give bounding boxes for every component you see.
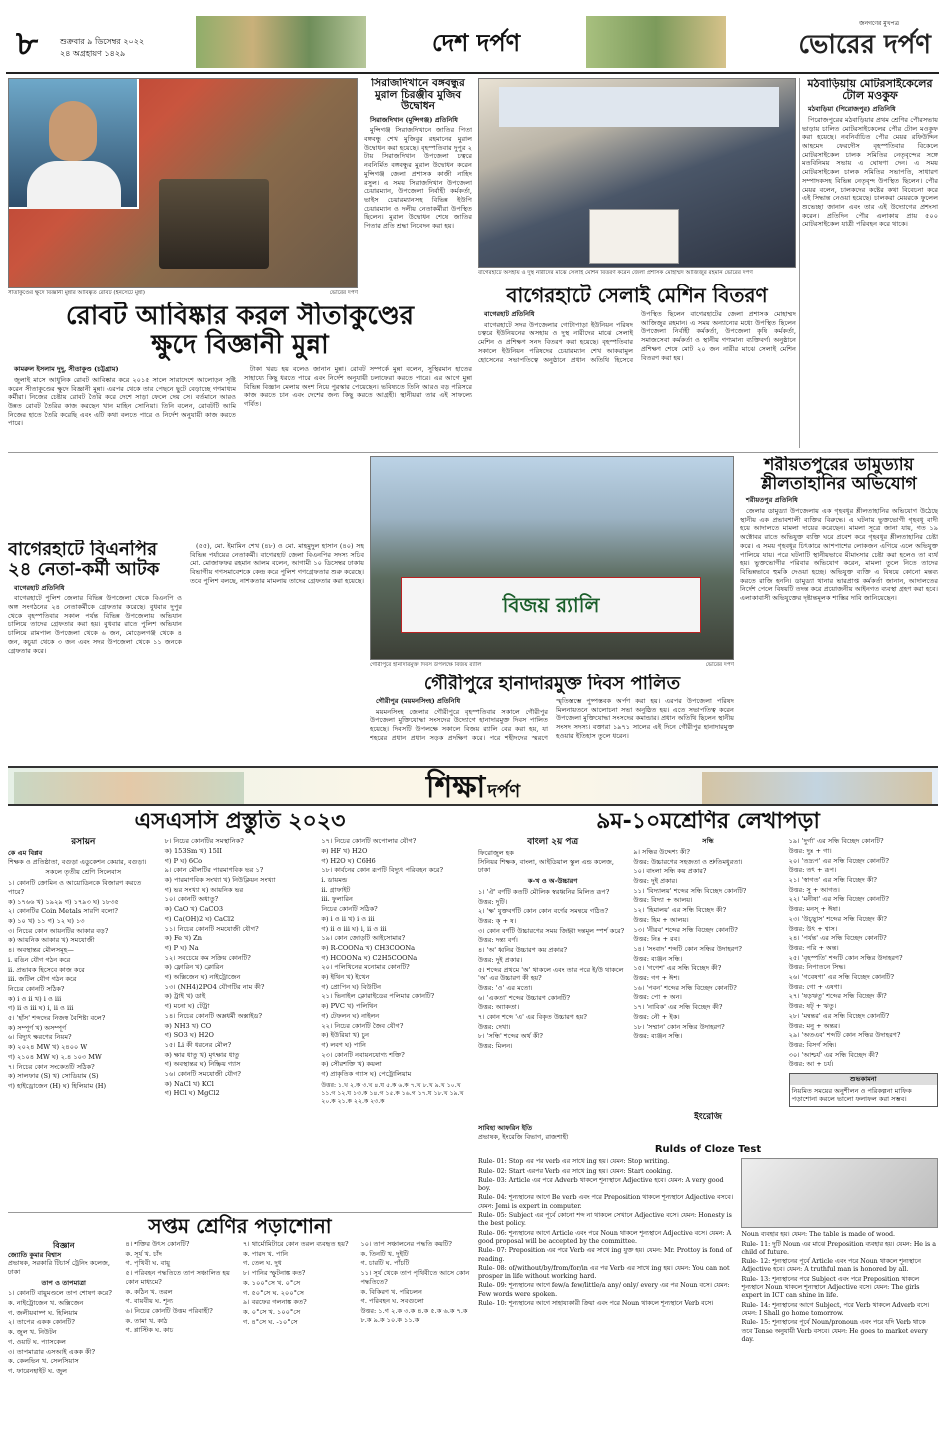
english-heading: ইংরেজি	[694, 1112, 722, 1122]
list-item: ৮। পানির স্ফুটনাঙ্ক কত?	[243, 1269, 306, 1278]
list-item: ক) ইউরিয়া খ) চুন	[321, 1031, 370, 1040]
list-item: ৯। বরফের গলনাঙ্ক কত?	[243, 1298, 307, 1307]
gouripur-byline: গৌরীপুর (ময়মনসিংহ) প্রতিনিধি	[376, 696, 461, 705]
list-item: উত্তর: বিদ্যা + আলয়।	[633, 896, 693, 905]
list-item: উত্তর: 'ও' এর মতো।	[478, 983, 533, 992]
list-item: ২। 'ক্ষ' যুক্তবর্ণটি কোন কোন বর্ণের সমন্বয়ে গঠিত?	[478, 907, 609, 916]
list-item: উত্তর: ষট্‌ + ঋতু।	[788, 1002, 837, 1011]
list-item: ৭। কোন শব্দে 'এ' এর বিকৃত উচ্চারণ হয়?	[478, 1013, 587, 1022]
english-author-title: প্রভাষক, ইংরেজি বিভাগ, রাজশাহী	[478, 1132, 569, 1141]
robot-caption-text: সীতাকুণ্ডের ক্ষুদে বিজ্ঞানী মুন্নার আবিষ্কৃত রোবট (ইনসেটে মুন্না)	[8, 290, 145, 296]
list-item: ৬। বিদ্যুৎ ক্ষরণের নিয়ম?	[8, 1033, 72, 1042]
sewing-byline: বাগেরহাট প্রতিনিধি	[484, 310, 535, 318]
sirajdikhan-headline: সিরাজদিখানে বঙ্গবন্ধুর মুরাল চিরঞ্জীব মুজিব উদ্বোধন	[371, 78, 465, 113]
list-item: গ) H2O ঘ) C6H6	[321, 856, 376, 865]
sandhi-question-list	[633, 848, 782, 1041]
list-item: Rule- 12: শূন্যস্থানের পূর্বে Article এবং পরে Noun থাকলে শূন্যস্থানে Adjective হবে। যেমন: A truthful man is honored by all.	[741, 1258, 921, 1274]
list-item: গ) অক্সিজেন ঘ) নাইট্রোজেন	[164, 973, 241, 982]
list-item: ক. বিকিরণ খ. পরিচলন	[360, 1287, 422, 1296]
list-item: ২০। 'তদ্রূপ' এর সন্ধি বিচ্ছেদ কোনটি?	[788, 856, 889, 865]
list-item: ২২। 'মনীষা' এর সন্ধি বিচ্ছেদ কোনটি?	[788, 895, 889, 904]
list-item: গ. প্লাস্টিক ঘ. কাচ	[125, 1326, 174, 1335]
robot-caption-credit: ভোরের দর্পণ	[329, 290, 358, 296]
class7-section	[8, 1212, 472, 1446]
list-item: গ) টেফলন ঘ) নাইলন	[321, 1011, 380, 1020]
list-item: নিচের কোনটি সঠিক?	[321, 905, 378, 914]
rally-caption-credit: ভোরের দর্পণ	[705, 662, 734, 668]
list-item: ক. সূর্য খ. চাঁদ	[125, 1249, 163, 1258]
story-sewing	[478, 284, 796, 448]
list-item: গ) ভর সংখ্যা ঘ) আয়নিক ভর	[164, 885, 244, 894]
english-section	[478, 1112, 938, 1446]
masthead	[6, 14, 939, 74]
list-item: উত্তর: মিলন।	[478, 1042, 513, 1051]
list-item: ১৮। 'সম্মান' কোন সন্ধির উদাহরণ?	[633, 1022, 725, 1031]
ssc-question-list-3	[321, 837, 472, 1079]
story-mathbaria	[802, 78, 938, 450]
list-item: ২৫। 'বৃহস্পতি' শব্দটি কোন সন্ধির উদাহরণ?	[788, 953, 903, 962]
list-item: ক) আয়নিক আকার খ) সমযোজী	[8, 936, 95, 945]
sewing-headline: বাগেরহাটে সেলাই মেশিন বিতরণ	[506, 284, 768, 307]
list-item: ৪। শক্তির উৎস কোনটি?	[125, 1240, 190, 1248]
list-item: ক) সম্পূর্ণ খ) অসম্পূর্ণ	[8, 1023, 67, 1032]
list-item: ক) পারমাণবিক সংখ্যা খ) নিউক্লিয়ন সংখ্যা	[164, 876, 276, 884]
list-item: ক) HF খ) H2O	[321, 846, 368, 855]
list-item: ক) PVC খ) পলিথিন	[321, 1002, 378, 1011]
list-item: গ. জলীয়বাষ্প ঘ. হিলিয়াম	[8, 1308, 78, 1317]
list-item: ক. ০°সে খ. ১০০°সে	[243, 1307, 301, 1316]
list-item: গ) P ঘ) Na	[164, 943, 199, 952]
header-photo-strip	[196, 16, 366, 68]
list-item: ১৬। কোনটি সমযোজী যৌগ?	[164, 1070, 241, 1079]
sewing-caption-text: বাগেরহাটে অসহায় ও দুস্থ নারীদের মাঝে সেলাই মেশিন বিতরণ করেন জেলা প্রশাসক মোহাম্মদ আজিজুর রহমান	[478, 270, 723, 276]
list-item: গ) লবণ ঘ) পানি	[321, 1040, 366, 1049]
list-item: গ. পরিবহন ঘ. সবগুলো	[360, 1297, 424, 1306]
list-item: ২৩। 'উচ্ছ্বাস' শব্দের সন্ধি বিচ্ছেদ কী?	[788, 914, 887, 923]
story-bnp	[8, 540, 364, 730]
list-item: উত্তর: হিম + আলয়।	[633, 915, 689, 924]
list-item: ক) Fe খ) Zn	[164, 934, 202, 943]
list-item: গ) ii ও iii ঘ) i, ii ও iii	[8, 1004, 74, 1013]
list-item: গ) ii ও iii ঘ) i, ii ও iii	[321, 924, 387, 933]
list-item: উত্তর: দুই প্রকার।	[633, 877, 678, 885]
gouripur-headline: গৌরীপুরে হানাদারমুক্ত দিবস পালিত	[423, 674, 681, 694]
bnp-headline-line1: বাগেরহাটে বিএনপির	[8, 540, 158, 560]
list-item: Rule- 01: Stop এর পর verb এর সাথে ing হয়। যেমন: Stop writing.	[478, 1158, 670, 1166]
list-item: গ) প্রোপিন ঘ) বিউটিন	[321, 982, 382, 991]
list-item: ৭। থার্মোমিটারে কোন তরল ব্যবহৃত হয়?	[243, 1240, 349, 1248]
portrait-face	[49, 101, 97, 161]
portrait-shirt	[27, 161, 121, 209]
list-item: গ. ৫০°সে ঘ. ২০০°সে	[243, 1288, 304, 1297]
cloze-rules-left	[478, 1158, 733, 1345]
list-item: ২৩। কোনটি নবায়নযোগ্য শক্তি?	[321, 1050, 405, 1059]
inset-portrait	[9, 79, 139, 209]
list-item: ২৬। 'গবেষণা' এর সন্ধি বিচ্ছেদ কোনটি?	[788, 973, 895, 982]
mathbaria-body: পিরোজপুরের মঠবাড়িয়ার প্রথম শ্রেণির পৌরসভায় ভাড়ায় চালিত মোটরসাইকেলের পৌর টোল মওকুফ করা হয়েছে। নবনির্বাচিত পৌর মেয়র রফিউদ্দিন আহমেদ ফেরদৌস বৃহস্পতিবার বিকেলে মোটরসাইকেল চালক সমিতির নেতৃবৃন্দের সঙ্গে মতবিনিময় সভায় এ ঘোষণা দেন। এ সময় মোটরসাইকেল চালক সমিতির সভাপতি, সাধারণ সম্পাদকসহ বিভিন্ন নেতৃবৃন্দ উপস্থিত ছিলেন। পৌর মেয়র বলেন, চালকদের কষ্টের কথা বিবেচনা করে এই সিদ্ধান্ত নেওয়া হয়েছে। চালকরা মেয়রকে ফুলেল শুভেচ্ছা জানান এবং তার এই উদ্যোগের প্রশংসা করেন। প্রতিদিন পৌর এলাকায় প্রায় ৫০০ মোটরসাইকেল যাত্রী পরিবহন করে থাকে।	[802, 115, 938, 229]
section-rule	[8, 452, 938, 453]
list-item: উত্তর: নিপাতনে সিদ্ধ।	[788, 963, 846, 972]
list-item: ১০। বাংলা সন্ধি কয় প্রকার?	[633, 867, 707, 876]
list-item: ১২। 'হিমালয়' এর সন্ধি বিচ্ছেদ কী?	[633, 906, 727, 915]
date-line-1: শুক্রবার ৯ ডিসেম্বর ২০২২	[60, 37, 145, 46]
list-item: ৩। তাপমাত্রার এসআই একক কী?	[8, 1347, 96, 1356]
class7-list-4	[361, 1240, 473, 1324]
list-item: গ. পৃথিবী ঘ. বায়ু	[125, 1259, 171, 1268]
bangla-heading: বাংলা ২য় পত্র	[527, 837, 579, 848]
list-item: ১৫। 'গণেশ' এর সন্ধি বিচ্ছেদ কী?	[633, 964, 722, 973]
list-item: ক) ইথিন খ) ইথেন	[321, 973, 370, 982]
bangla-author-title: সিনিয়র শিক্ষক, বাংলা, আইডিয়াল স্কুল এন্ড কলেজ, ঢাকা	[478, 857, 615, 875]
list-item: উত্তর: পরি + অন্ত।	[788, 943, 839, 952]
robot-photo-caption	[8, 290, 358, 300]
wish-box-title: শুভকামনা	[790, 1074, 937, 1085]
list-item: ৩০। 'আশ্চর্য' এর সন্ধি বিচ্ছেদ কী?	[788, 1050, 879, 1059]
list-item: ১২। সবচেয়ে কম সক্রিয় কোনটি?	[164, 953, 251, 962]
list-item: ক) NaCl খ) KCl	[164, 1079, 214, 1088]
robot-body-col2: টাকা খরচ হয় বলেও জানান মুন্না। রোবট সম্পর্কে মুন্না বলেন, সুস্থিরমান হাতের সাহায্যে কিছু ধরতে পারে এবং নির্দেশ অনুযায়ী চলাফেরা করতে পারে। এর আগে মুন্না বিভিন্ন বিজ্ঞান মেলায় অংশ নিয়ে পুরস্কার পেয়েছেন। ভবিষ্যতে তিনি আরও বড় পরিসরে কাজ করতে চান এবং দেশের জন্য কিছু করতে আগ্রহী। স্থানীয়রা তার এই সাফল্যে গর্বিত।	[244, 365, 472, 408]
list-item: i. রঙিন যৌগ গঠন করে	[8, 955, 71, 964]
list-item: ক) সৌরশক্তি খ) কয়লা	[321, 1060, 382, 1069]
list-item: ১৭। 'নাবিক' এর সন্ধি বিচ্ছেদ কী?	[633, 1003, 723, 1012]
rally-photo	[370, 456, 734, 660]
list-item: ii. প্রভাবক হিসেবে কাজ করে	[8, 965, 85, 974]
ssc-question-list-1	[8, 879, 159, 1090]
list-item: গ. ৪°সে ঘ. -১০°সে	[243, 1317, 298, 1326]
list-item: গ) HCOONa ঘ) C2H5COONa	[321, 953, 418, 962]
banner-students-right	[702, 772, 932, 804]
list-item: ৬। 'একতা' শব্দের উচ্চারণ কোনটি?	[478, 993, 571, 1002]
list-item: গ) অবস্থান্তর ঘ) নিষ্ক্রিয় গ্যাস	[164, 1060, 241, 1069]
list-item: ৯। কোন মৌলটির পারমাণবিক ভর ১?	[164, 866, 264, 875]
brand-tagline: জনগণের মুখপত্র	[859, 20, 899, 27]
list-item: ক) i ও ii খ) i ও iii	[8, 994, 62, 1003]
list-item: ক. কঠিন খ. তরল	[125, 1287, 173, 1296]
list-item: উত্তর: পো + অন।	[633, 993, 682, 1002]
list-item: উত্তর: নৌ + ইক।	[633, 1012, 680, 1021]
list-item: ২০। পলিথিনের মনোমার কোনটি?	[321, 963, 410, 972]
list-item: Rule- 04: শূন্যস্থানের আগে Be verb এবং পরে Preposition থাকলে শূন্যস্থানে Adjective বসবে। যেমন: Jemi is expert in computer.	[478, 1194, 733, 1210]
class7-author-title: প্রভাষক, সরকারি টিচার্স ট্রেনিং কলেজ, ঢাকা	[8, 1259, 110, 1276]
rally-banner-text: বিজয় র‍্যালি	[502, 592, 600, 617]
list-item: ১৫। Li কী ধরনের মৌল?	[164, 1040, 232, 1049]
education-banner	[8, 766, 938, 806]
list-item: iii. জটিল যৌগ গঠন করে	[8, 975, 77, 984]
list-item: ক) ১৭৬৬ খ) ১৯২৯ গ) ১৭৯৩ ঘ) ১৮৩৫	[8, 897, 119, 906]
list-item: গ) HCl ঘ) MgCl2	[164, 1089, 220, 1098]
list-item: ২। কোনটির Coin Metals সারণি বলো?	[8, 907, 118, 916]
education-banner-word1: শিক্ষা	[425, 770, 486, 805]
robot-headline-line1: রোবট আবিষ্কার করল সীতাকুণ্ডের	[65, 302, 415, 331]
list-item: ক) ক্ষার ধাতু খ) মৃৎক্ষার ধাতু	[164, 1050, 240, 1059]
sewing-machine-box	[589, 209, 679, 264]
list-item: উত্তর: ১.গ ২.ক ৩.ক ৪.ক ৫.ক ৬.ক ৭.ক ৮.ক ৯.ক ১০.ক ১১.ক	[360, 1306, 468, 1324]
class7-title: সপ্তম শ্রেণির পড়াশোনা	[8, 1212, 472, 1237]
list-item: Rule- 06: শূন্যস্থানের আগে Article এবং পরে Noun থাকলে শূন্যস্থানে Adjective বসে। যেমন: A good proposal will be accepted by the committee.	[478, 1229, 732, 1245]
list-item: উত্তর: নিঃ + রব।	[633, 935, 680, 944]
sewing-machine-photo	[478, 78, 796, 268]
mathbaria-headline: মঠবাড়িয়ায় মোটরসাইকেলের টোল মওকুফ	[807, 78, 933, 103]
list-item: ক) CaO খ) CaCO3	[164, 905, 224, 914]
rally-caption-text: গৌরীপুরে হানাদারমুক্ত দিবস উপলক্ষে বিজয় র‍্যালি	[370, 662, 482, 668]
list-item: উত্তর: সু + আগত।	[788, 885, 840, 894]
list-item: ২৮। 'মন্বন্তর' এর সন্ধি বিচ্ছেদ কোনটি?	[788, 1011, 890, 1020]
story-shariatpur	[740, 456, 938, 760]
gouripur-body: ময়মনসিংহ জেলার গৌরীপুরে বৃহস্পতিবার সকালে গৌরীপুর উপজেলা মুক্তিযোদ্ধা সংসদের উদ্যোগে হানাদারমুক্ত দিবস পালিত হয়েছে। দিবসটি উপলক্ষে সকালে বিজয় র‍্যালি বের করা হয়, যা শহরের প্রধান প্রধান সড়ক প্রদক্ষিণ করে। পরে শহীদদের স্মরণে স্মৃতিস্তম্ভে পুষ্পস্তবক অর্পণ করা হয়। এরপর উপজেলা পরিষদ মিলনায়তনে আলোচনা সভা অনুষ্ঠিত হয়। এতে সভাপতিত্ব করেন উপজেলা মুক্তিযোদ্ধা সংসদের কমান্ডার। প্রধান অতিথি ছিলেন স্থানীয় সংসদ সদস্য। বক্তারা ১৯৭১ সালের এই দিনে গৌরীপুর হানাদারমুক্ত হওয়ার ইতিহাস তুলে ধরেন।	[370, 696, 734, 742]
list-item: ২৪। 'পর্যন্ত' এর সন্ধি বিচ্ছেদ কোনটি?	[788, 934, 887, 943]
list-item: iii. ফুলারিন	[321, 895, 353, 904]
list-item: ৮। নিচের কোনটির সমস্থানিক?	[164, 837, 244, 846]
list-item: ক. তামা খ. কাঠ	[125, 1316, 168, 1325]
list-item: ১১। সূর্য থেকে তাপ পৃথিবীতে আসে কোন পদ্ধতিতে?	[360, 1269, 470, 1286]
banner-students-left	[14, 772, 244, 804]
list-item: উত্তর: ব্যঞ্জন সন্ধি।	[633, 954, 683, 963]
list-item: উত্তর: বিসর্গ সন্ধি।	[788, 1040, 837, 1049]
list-item: ক) ট্রাই খ) ডাই	[164, 992, 206, 1001]
sewing-body: বাগেরহাটে সদর উপজেলার গোটাপাড়া ইউনিয়ন পরিষদ চত্বরে ইউনিয়নের অসহায় ও দুস্থ নারীদের মাঝে সেলাই মেশিন ও প্রশিক্ষণ সনদ বিতরণ করা হয়েছে। বৃহস্পতিবার সকালে ইউনিয়ন পরিষদের চেয়ারম্যান শেখ আকরামুল হোসেনের সভাপতিত্বে অনুষ্ঠানে প্রধান অতিথি হিসেবে উপস্থিত ছিলেন বাগেরহাটের জেলা প্রশাসক মোহাম্মদ আজিজুর রহমান। এ সময় অন্যান্যের মধ্যে উপস্থিত ছিলেন উপজেলা নির্বাহী কর্মকর্তা, উপজেলা কৃষি কর্মকর্তা, সমাজসেবা কর্মকর্তা ও স্থানীয় গণ্যমান্য ব্যক্তিবর্গ। অনুষ্ঠানে প্রশিক্ষণ শেষে মোট ২০ জন নারীর মাঝে সেলাই মেশিন বিতরণ করা হয়।	[478, 310, 796, 364]
list-item: ৫। শব্দের প্রথমে 'অ' থাকলে এবং তার পরে ই/উ থাকলে 'অ' এর উচ্চারণ কী হয়?	[478, 965, 624, 983]
list-item: ii. গ্রাফাইট	[321, 885, 351, 894]
class7-subject: বিজ্ঞান	[53, 1240, 75, 1250]
list-item: উত্তর: ক্‌ + ষ।	[478, 916, 517, 925]
list-item: উত্তর: মনস্‌ + ঈষা।	[788, 905, 841, 914]
list-item: ক. কেলভিন খ. সেলসিয়াস	[8, 1357, 79, 1366]
list-item: ২৯। 'অতএব' শব্দটি কোন সন্ধির উদাহরণ?	[788, 1031, 901, 1040]
list-item: ক) 153Sm খ) 15II	[164, 846, 223, 855]
bnp-byline: বাগেরহাট প্রতিনিধি	[14, 583, 65, 592]
list-item: ১৩। (NH4)2PO4 যৌগটির নাম কী?	[164, 982, 265, 991]
date-line-2: ২৪ অগ্রহায়ণ ১৪২৯	[60, 49, 126, 58]
list-item: গ. চারটি ঘ. পাঁচটি	[360, 1259, 410, 1268]
list-item: গ) হাইড্রোজেন (H) ঘ) হিলিয়াম (H)	[8, 1081, 107, 1090]
page-number: ৮	[16, 24, 39, 64]
shariatpur-headline-line1: শরীয়তপুরের ডামুড্যায়	[764, 456, 914, 475]
list-item: Noun ব্যবহার হয়। যেমন: The table is made of wood.	[741, 1231, 896, 1239]
list-item: গ. তেল ঘ. দুধ	[243, 1259, 282, 1268]
list-item: ১৩। 'নীরব' শব্দের সন্ধি বিচ্ছেদ কোনটি?	[633, 925, 738, 934]
robot-byline: কামরুল ইসলাম দুদু, সীতাকুণ্ড (চট্টগ্রাম)	[14, 365, 119, 374]
header-photo-strip-right	[586, 16, 726, 68]
list-item: ৫। 'হাঁস' শব্দদের নিজস্ব বৈশিষ্ট্য বলে?	[8, 1014, 106, 1023]
education-banner-word2: দর্পণ	[487, 781, 521, 802]
list-item: ২১। ভিনাইল ক্লোরাইডের পলিমার কোনটি?	[321, 992, 435, 1001]
bangla-author: ফিরোজুল হক	[478, 849, 514, 858]
list-item: ক) সালফার (S) খ) সোডিয়াম (S)	[8, 1072, 99, 1081]
bangla-section: ক-খ ও অ-উচ্চারণ	[527, 877, 578, 886]
ssc-author: কে এম বিপ্লব	[8, 849, 43, 858]
list-item: ১৯। কোন জোড়টি আইসোমার?	[321, 934, 406, 943]
list-item: গ. ফারেনহাইট ঘ. জুল	[8, 1366, 68, 1375]
shariatpur-byline: শরীয়তপুর প্রতিনিধি	[746, 496, 798, 505]
ssc-intro: সকলে তৃতীয় শ্রেণি সিলেবাস	[45, 868, 122, 877]
list-item: i. ডায়মন্ড	[321, 876, 348, 884]
ssc-section	[8, 810, 472, 1210]
list-item: উত্তর: তৎ + রূপ।	[788, 866, 837, 875]
list-item: ক. তিনটি খ. দুইটি	[360, 1249, 409, 1258]
list-item: ৯। সন্ধির উদ্দেশ্য কী?	[633, 847, 690, 856]
list-item: ৩। নিচের কোন আয়নটির আকার বড়?	[8, 926, 109, 935]
list-item: উত্তর: দুটি।	[478, 897, 508, 906]
list-item: ৫। পরিবহন পদ্ধতিতে তাপ সঞ্চালিত হয় কোন মাধ্যমে?	[125, 1269, 230, 1286]
cloze-title: Rulds of Cloze Test	[654, 1144, 762, 1156]
list-item: ক) i ও ii খ) i ও iii	[321, 914, 375, 923]
list-item: উত্তর: উৎ + শ্বাস।	[788, 924, 838, 933]
wish-box	[789, 1073, 938, 1107]
list-item: উত্তর: আ + চর্য।	[788, 1060, 834, 1069]
robot-figure	[159, 179, 269, 269]
list-item: গ) ২১০৪ MW ঘ) ২.৪ ১০৩ MW	[8, 1052, 102, 1061]
sewing-caption-credit: ভোরের দর্পণ	[724, 270, 753, 276]
robot-headline-line2: ক্ষুদে বিজ্ঞানী মুন্না	[151, 329, 329, 360]
list-item: গ) P ঘ) 6Co	[164, 856, 203, 865]
list-item: উত্তর: দুই প্রকার।	[478, 955, 523, 964]
banner-backdrop	[499, 87, 779, 127]
list-item: গ) SO3 ঘ) H2O	[164, 1031, 214, 1040]
list-item: ৬। নিচের কোনটি উত্তম পরিবাহী?	[125, 1306, 213, 1315]
list-item: ১০। কোনটি অধাতু?	[164, 895, 219, 904]
list-item: Rule- 11: দুটি Noun এর মাঝে Preposition ব্যবহার হয়। যেমন: He is a child of future.	[741, 1240, 937, 1256]
writer-illustration	[741, 1158, 938, 1228]
list-item: ২১। 'স্বাগত' এর সন্ধি বিচ্ছেদ কী?	[788, 876, 877, 884]
list-item: ৪। অবস্থান্তর মৌলসমূহ—	[8, 946, 74, 955]
class9-section	[478, 810, 938, 1110]
list-item: Rule- 09: শূন্যস্থানের আগে few/a few/little/a any/ only/ every এর পর Noun বসে। যেমন: Few words were spoken.	[478, 1282, 730, 1298]
date-block	[60, 36, 144, 60]
list-item: ১৪। 'সংবাদ' শব্দটি কোন সন্ধির উদাহরণ?	[633, 944, 742, 953]
bangla-question-list	[478, 888, 627, 1051]
class7-list-2	[126, 1240, 238, 1335]
list-item: ১৬। 'পবন' শব্দের সন্ধি বিচ্ছেদ কোনটি?	[633, 983, 737, 992]
list-item: Rule- 14: শূন্যস্থানের আগে Subject, পরে Verb থাকলে Adverb বসে। যেমন: I Shall go home tomorrow.	[741, 1301, 930, 1317]
list-item: ১। 'ঐ' বর্ণটি কতটি মৌলিক স্বরধ্বনির মিলিত রূপ?	[478, 887, 610, 896]
list-item: উত্তর: দেখা।	[478, 1022, 511, 1031]
list-item: ৮। 'সন্ধি' শব্দের অর্থ কী?	[478, 1032, 543, 1041]
list-item: ১১। নিচের কোনটি সমযোজী যৌগ?	[164, 924, 259, 933]
list-item: ১৭। নিচের কোনটি অপোলার যৌগ?	[321, 837, 417, 846]
list-item: Rule- 05: Subject এর পূর্বে কোনো শব্দ না থাকলে সেখানে Adjective বসে। যেমন: Honesty is the best policy.	[478, 1212, 732, 1228]
list-item: উত্তর: উচ্চারণের সহজতা ও শ্রুতিমধুরতা।	[633, 857, 743, 866]
class7-list-1	[8, 1289, 120, 1375]
brand-name: ভোরের দর্পণ	[798, 30, 931, 60]
story-sirajdikhan	[364, 78, 472, 292]
list-item: গ. বায়বীয় ঘ. শূন্য	[125, 1297, 174, 1306]
list-item: ক. পারদ খ. পানি	[243, 1249, 289, 1258]
class7-section-heading: তাপ ও তাপমাত্রা	[41, 1278, 86, 1287]
ssc-answers: উত্তর: ১.খ ২.ক ৩.খ ৪.ঘ ৫.ক ৬.ক ৭.খ ৮.খ ৯.খ ১০.খ ১১.গ ১২.ঘ ১৩.ক ১৪.গ ১৫.ক ১৬.গ ১৭.ঘ ১৮.খ ১৯.খ ২০.ক ২১.ক ২২.ক ২৩.ক	[321, 1081, 464, 1106]
bnp-body-col1: বাগেরহাটে পুলিশ জেলার বিভিন্ন উপজেলা থেকে বিএনপি ও অঙ্গ সংগঠনের ২৪ নেতাকর্মীকে গ্রেফতার করেছে। বুধবার দুপুর থেকে বৃহস্পতিবার সকাল পর্যন্ত বিভিন্ন উপজেলায় অভিযান চালিয়ে তাদের গ্রেফতার করা হয়। বুধবার রাতে পুলিশ অভিযান চালিয়ে রামপাল উপজেলা থেকে ৬ জন, মোড়েলগঞ্জ থেকে ৪ জন, কচুয়া থেকে ৩ জন এবং সদর উপজেলা থেকে ১১ জনকে গ্রেফতার করে।	[8, 594, 182, 655]
list-item: ১০। তাপ সঞ্চালনের পদ্ধতি কয়টি?	[360, 1240, 452, 1248]
list-item: ক. জুল খ. নিউটন	[8, 1328, 57, 1337]
list-item: Rule- 08: of/without/by/from/for/in এর পর Verb এর সাথে ing হয়। যেমন: You can not prosper in life without working hard.	[478, 1264, 730, 1281]
list-item: Rule- 07: Preposition এর পরে Verb এর সাথে ing যুক্ত হয়। যেমন: Mr. Prottoy is fond of reading.	[478, 1247, 732, 1263]
sandhi-heading: সন্ধি	[702, 837, 714, 846]
mathbaria-byline: মঠবাড়িয়া (পিরোজপুর) প্রতিনিধি	[808, 105, 896, 114]
robot-body-col1: জুলাই মাসে আধুনিক রোবট আবিষ্কার করে ২০১৫ সালে সারাদেশে আলোড়ন সৃষ্টি করেন সীতাকুণ্ডের ক্ষুদে বিজ্ঞানী মুন্না। এরপর থেকে তার পেছনে ছুটে বেড়াচ্ছে গণমাধ্যম কর্মীরা। নিজের চেষ্টায় রোবট তৈরি করে দেশে সাড়া ফেলে দেয় সে। বর্তমানে আরও উন্নত রোবট তৈরির কাজ করছেন খান মাহিন সোনিয়া। তিনি বলেন, রোবটটি আমি নিজের হাতে তৈরি করেছি এবং এটি কথা বলতে পারে ও নির্দেশ অনুযায়ী কাজ করতে পারে।	[8, 375, 236, 428]
robot-photo	[8, 78, 358, 288]
list-item: ১৮। কার্বনের কোন রূপটি বিদ্যুৎ পরিবহন করে?	[321, 866, 444, 875]
list-item: ৭। নিচের কোন সংকেতটি সঠিক?	[8, 1062, 95, 1071]
list-item: Rule- 15: শূন্যস্থানের পূর্বে Noun/pronoun এবং পরে যদি Verb থাকে তবে Tense অনুযায়ী Verb বসবে। যেমন: He goes to market every day.	[741, 1319, 928, 1343]
wish-box-text: নিয়মিত সময়ের অনুশীলন ও পরিকল্পনা মাফিক পড়াশোনা করলে ভালো ফলাফল করা সম্ভব।	[791, 1086, 912, 1104]
list-item: উত্তর: অ্যাকতা।	[478, 1003, 520, 1012]
ssc-subject: রসায়ন	[71, 837, 96, 848]
list-item: ক. ১০০°সে খ. ০°সে	[243, 1278, 301, 1287]
class7-author: জ্যোতি কুমার বিশ্বাস	[8, 1250, 62, 1259]
list-item: উত্তর: মনু + অন্তর।	[788, 1021, 841, 1030]
bnp-body-col2: (৫৫), মো. ইমামিন শেখ (৪৮) ও মো. মাহমুদুল হাসান (৪০) সহ বিভিন্ন পর্যায়ের নেতাকর্মী। বাগেরহাট জেলা বিএনপির সদস্য সচিব মো. মোজাফফর রহমান আলম বলেন, আগামী ১০ ডিসেম্বর ঢাকায় বিভাগীয় গণসমাবেশকে কেন্দ্র করে পুলিশ গণগ্রেফতার শুরু করেছে। তবে পুলিশ বলছে, নাশকতার মামলায় তাদের গ্রেফতার করা হয়েছে।	[190, 542, 364, 585]
section-title: দেশ দর্পণ	[431, 29, 521, 57]
shariatpur-headline-line2: শ্লীলতাহানির অভিযোগ	[761, 473, 917, 494]
bangla-question-list-3	[789, 837, 938, 1069]
list-item: ১। কোনটি বায়ুমণ্ডলে তাপ শোষণ করে?	[8, 1289, 112, 1298]
list-item: Rule- 03: Article এর পরে Adverb থাকলে শূন্যস্থানে Adjective হবে। যেমন: A very good boy.	[478, 1176, 724, 1193]
list-item: ২২। নিচের কোনটি জৈব যৌগ?	[321, 1021, 404, 1030]
list-item: গ. ওয়াট ঘ. প্যাসকেল	[8, 1337, 66, 1346]
cloze-rules-right	[741, 1231, 938, 1344]
list-item: গ) Ca(OH)2 ঘ) CaCl2	[164, 914, 235, 923]
list-item: ৩। কোন বর্ণটি উচ্চারণের সময় জিহ্বা দন্তমূল স্পর্শ করে?	[478, 926, 625, 935]
class7-list-3	[243, 1240, 355, 1326]
sewing-photo-caption	[478, 270, 796, 280]
list-item: ১৪। নিচের কোনটি অম্লধর্মী অক্সাইড?	[164, 1011, 263, 1020]
list-item: ১৯। 'দুর্গা' এর সন্ধি বিচ্ছেদ কোনটি?	[788, 837, 884, 846]
column-rule	[799, 78, 800, 448]
list-item: ৪। 'অ' ধ্বনির উচ্চারণ কয় প্রকার?	[478, 946, 568, 955]
list-item: ক) NH3 খ) CO	[164, 1021, 212, 1030]
class9-title: ৯ম-১০মশ্রেণির লেখাপড়া	[596, 810, 820, 834]
list-item: ক) ২০২৪ MW খ) ২৪০০ W	[8, 1043, 88, 1052]
list-item: নিচের কোনটি সঠিক?	[8, 984, 65, 993]
ssc-question-list-2	[165, 837, 316, 1098]
list-item: ২। তাপের একক কোনটি?	[8, 1318, 75, 1327]
list-item: ক) ১০ খ) ১১ গ) ১২ ঘ) ১৩	[8, 916, 85, 925]
list-item: Rule- 10: শূন্যস্থানের আগে সাহায্যকারী ক্রিয়া এবং পরে Noun থাকলে শূন্যস্থানে Verb বসে।	[478, 1300, 714, 1308]
story-gouripur	[370, 674, 734, 764]
list-item: উত্তর: গো + এষণা।	[788, 982, 842, 991]
list-item: ২৭। 'ষড়ঋতু' শব্দের সন্ধি বিচ্ছেদ কী?	[788, 992, 887, 1001]
bnp-headline-line2: ২৪ নেতা-কর্মী আটক	[8, 558, 160, 580]
list-item: ক) R-COONa খ) CH3COONa	[321, 943, 416, 952]
rally-photo-caption	[370, 662, 734, 672]
list-item: উত্তর: দুঃ + গা।	[788, 846, 832, 855]
list-item: Rule- 02: Start এরপর Verb এর সাথে ing হয়। যেমন: Start cooking.	[478, 1167, 673, 1175]
rally-banner	[401, 577, 701, 633]
list-item: ক) ফ্লোরিন খ) ক্লোরিন	[164, 963, 224, 972]
list-item: উত্তর: গণ + ঈশ।	[633, 974, 680, 983]
list-item: গ) প্রাকৃতিক গ্যাস ঘ) পেট্রোলিয়াম	[321, 1070, 412, 1079]
sirajdikhan-byline: সিরাজদিখান (মুন্সিগঞ্জ) প্রতিনিধি	[370, 115, 458, 124]
list-item: ক. নাইট্রোজেন খ. অক্সিজেন	[8, 1299, 84, 1308]
english-author: সাবিহা আফরিন ইতি	[478, 1123, 533, 1132]
list-item: ১১। 'বিদ্যালয়' শব্দের সন্ধি বিচ্ছেদ কোনটি?	[633, 886, 747, 895]
list-item: উত্তর: দন্ত্য বর্ণ।	[478, 936, 518, 945]
sirajdikhan-body: মুন্সিগঞ্জ সিরাজদিখানে জাতির পিতা বঙ্গবন্ধু শেখ মুজিবুর রহমানের মুরাল উদ্বোধন করা হয়েছে। বৃহস্পতিবার দুপুর ২ টায় সিরাজদিখান উপজেলা চত্বরে নবনির্মিত বঙ্গবন্ধুর মুরাল উদ্বোধন করেন মুন্সিগঞ্জ জেলা প্রশাসক কাজী নাহিদ রসুল। এ সময় সিরাজদিখান উপজেলা চেয়ারম্যান, উপজেলা নির্বাহী কর্মকর্তা, ভাইস চেয়ারম্যানসহ বিভিন্ন ইউপি চেয়ারম্যান ও দলীয় নেতাকর্মীরা উপস্থিত ছিলেন। মুরাল উদ্বোধন শেষে জাতির পিতার প্রতি শ্রদ্ধা নিবেদন করা হয়।	[364, 126, 472, 231]
ssc-title: এসএসসি প্রস্তুতি ২০২৩	[134, 810, 346, 834]
list-item: ১। কোনটি ক্রোমিন ও আয়োডিনকে বিজারণ করতে পারে?	[8, 879, 142, 896]
list-item: উত্তর: ব্যঞ্জন সন্ধি।	[633, 1032, 683, 1041]
shariatpur-body: জেলার ডামুড্যা উপজেলায় এক গৃহবধূর শ্লীলতাহানির অভিযোগ উঠেছে স্থানীয় এক প্রভাবশালী ব্যক্তির বিরুদ্ধে। এ ঘটনায় ভুক্তভোগী গৃহবধূ বাদী হয়ে আদালতে মামলা দায়ের করেছেন। মামলা সূত্রে জানা যায়, গত ১৯ অক্টোবর রাতে অভিযুক্ত ব্যক্তি ঘরে প্রবেশ করে গৃহবধূর শ্লীলতাহানির চেষ্টা করে। এ সময় গৃহবধূর চিৎকারে আশপাশের লোকজন এগিয়ে এলে অভিযুক্ত পালিয়ে যায়। পরে ঘটনাটি স্থানীয়ভাবে মীমাংসার চেষ্টা করা হলেও তা ব্যর্থ হয়। ভুক্তভোগীর পরিবার অভিযোগ করেন, মামলা তুলে নিতে তাদের বিভিন্নভাবে হুমকি দেওয়া হচ্ছে। অভিযুক্ত ব্যক্তি এ বিষয়ে কোনো মন্তব্য করতে রাজি হননি। ডামুড্যা থানার ভারপ্রাপ্ত কর্মকর্তা জানান, আদালতের নির্দেশ পেলে বিষয়টি তদন্ত করে প্রয়োজনীয় আইনগত ব্যবস্থা গ্রহণ করা হবে। এলাকাবাসী অভিযুক্তের দৃষ্টান্তমূলক শাস্তির দাবি জানিয়েছেন।	[740, 507, 938, 603]
list-item: গ) মনো ঘ) টেট্রা	[164, 1002, 210, 1011]
ssc-author-title: শিক্ষক ও প্রতিষ্ঠাতা, বগুড়া এডুকেশন কেয়ার, বগুড়া।	[8, 857, 147, 866]
brand-logo	[798, 28, 931, 62]
list-item: Rule- 13: শূন্যস্থানের পরে Subject এবং পরে Preposition থাকলে শূন্যস্থানে Noun থাকলে শূন্যস্থানে Adjective বসে। যেমন: The girls expert in ICT can shine in life.	[741, 1275, 920, 1300]
